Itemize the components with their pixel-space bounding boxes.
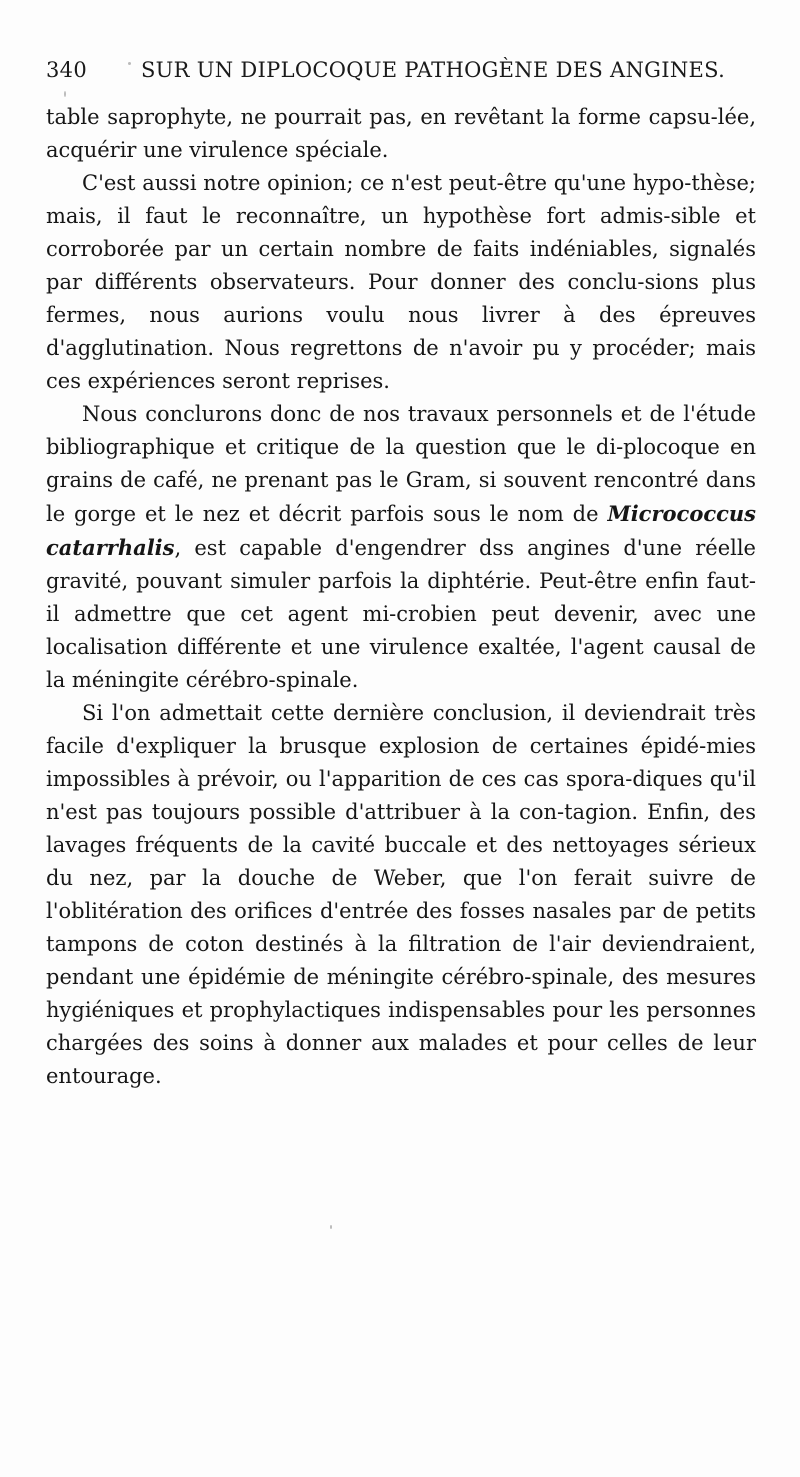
print-speck	[64, 91, 66, 97]
conclusion-text-after: , est capable d'engendrer dss angines d'une réelle gravité, pouvant simuler parfois la diphtérie. Peut-être enfin faut-il admettre que cet agent mi-crobien peut devenir, avec une localisation différente et une virulence exaltée, l'agent causal de la méningite cérébro-spinale.	[46, 536, 756, 692]
body-text	[46, 101, 756, 1093]
paragraph-prophylaxis: Si l'on admettait cette dernière conclusion, il deviendrait très facile d'expliquer la brusque explosion de certaines épidé-mies impossibles à prévoir, ou l'apparition de ces cas spora-diques qu'il n'est pas toujours possible d'attribuer à la con-tagion. Enfin, des lavages fréquents de la cavité buccale et des nettoyages sérieux du nez, par la douche de Weber, que l'on ferait suivre de l'oblitération des orifices d'entrée des fosses nasales par de petits tampons de coton destinés à la filtration de l'air deviendraient, pendant une épidémie de méningite cérébro-spinale, des mesures hygiéniques et prophylactiques indispensables pour les personnes chargées des soins à donner aux malades et pour celles de leur entourage.	[46, 701, 756, 1088]
running-head	[46, 58, 766, 88]
species-name: Micrococcus catarrhalis	[46, 501, 756, 560]
running-title: SUR UN DIPLOCOQUE PATHOGÈNE DES ANGINES.	[141, 58, 726, 82]
print-speck	[128, 62, 131, 65]
paragraph-opinion: C'est aussi notre opinion; ce n'est peut-être qu'une hypo-thèse; mais, il faut le reconnaître, un hypothèse fort admis-sible et corroborée par un certain nombre de faits indéniables, signalés par différents observateurs. Pour donner des conclu-sions plus fermes, nous aurions voulu nous livrer à des épreuves d'agglutination. Nous regrettons de n'avoir pu y procéder; mais ces expériences seront reprises.	[46, 171, 756, 393]
paragraph-conclusion	[46, 398, 756, 697]
print-speck	[330, 1225, 332, 1229]
page-number: 340	[46, 58, 87, 82]
conclusion-text-before: Nous conclurons donc de nos travaux personnels et de l'étude bibliographique et critique de la question que le di-plocoque en grains de café, ne prenant pas le Gram, si souvent rencontré dans le gorge et le nez et décrit parfois sous le nom de	[46, 402, 756, 526]
paragraph-continuation: table saprophyte, ne pourrait pas, en revêtant la forme capsu-lée, acquérir une virulence spéciale.	[46, 105, 756, 162]
